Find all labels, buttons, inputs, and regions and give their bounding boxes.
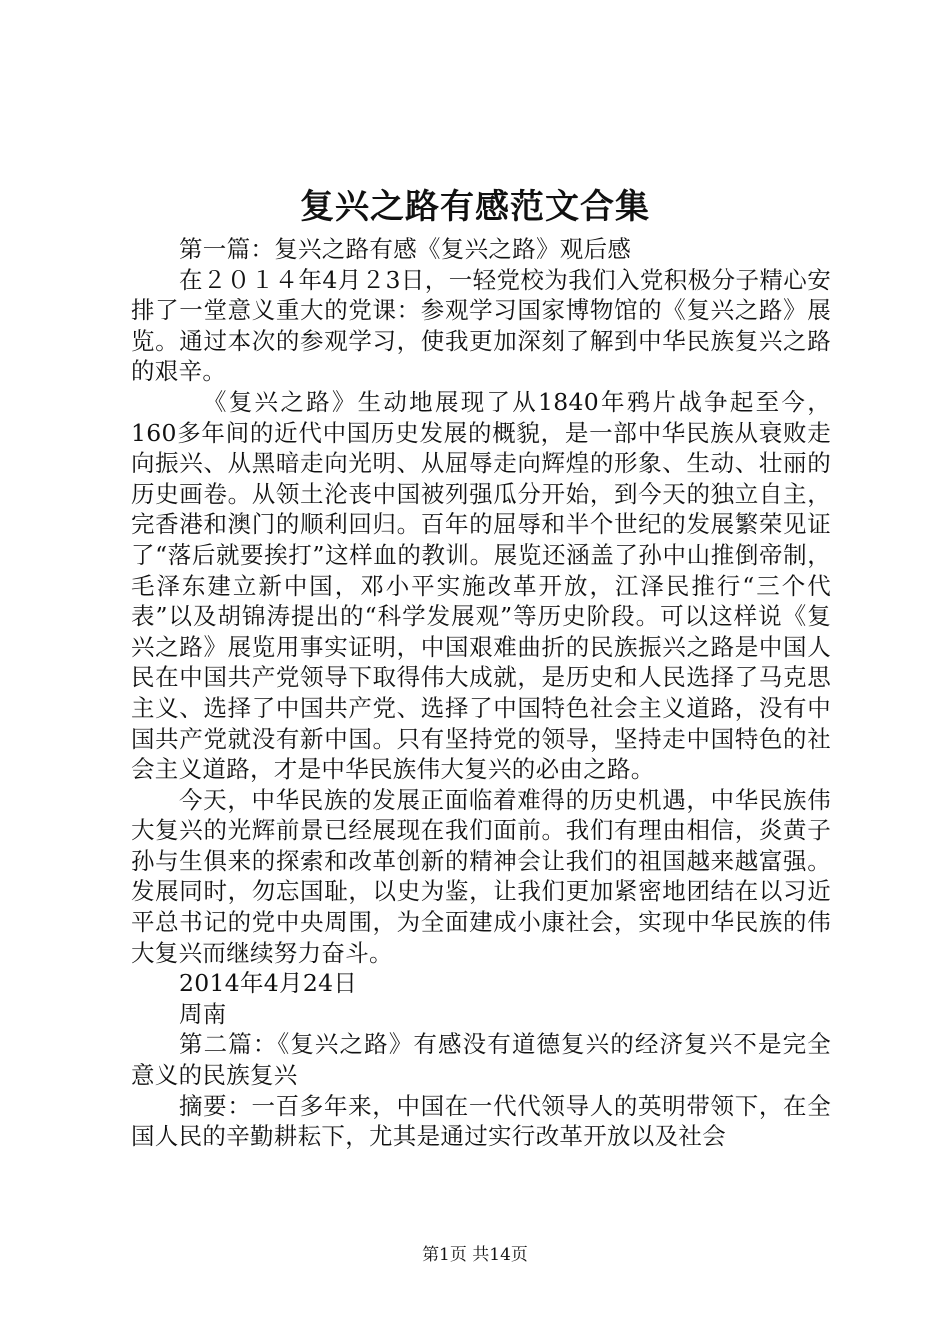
paragraph-intro: 在２０１４年4月２3日，一轻党校为我们入党积极分子精心安排了一堂意义重大的党课：参观学习国家博物馆的《复兴之路》展览。通过本次的参观学习，使我更加深刻了解到中华民族复兴之路的艰辛。 [131,265,831,386]
section-heading-2: 第二篇：《复兴之路》有感没有道德复兴的经济复兴不是完全意义的民族复兴 [131,1030,831,1090]
document-body [131,234,831,1152]
page-number: 第1页 共14页 [422,1245,528,1265]
document-title: 复兴之路有感范文合集 [300,187,650,227]
date-line: 2014年4月24日 [179,969,358,998]
paragraph-abstract: 摘要：一百多年来，中国在一代代领导人的英明带领下，在全国人民的辛勤耕耘下，尤其是通过实行改革开放以及社会 [131,1091,831,1151]
paragraph-history: 《复兴之路》生动地展现了从1840年鸦片战争起至今，160多年间的近代中国历史发展的概貌，是一部中华民族从衰败走向振兴、从黑暗走向光明、从屈辱走向辉煌的形象、生动、壮丽的历史画卷。从领土沦丧中国被列强瓜分开始，到今天的独立自主，完香港和澳门的顺利回归。百年的屈辱和半个世纪的发展繁荣见证了“落后就要挨打”这样血的教训。展览还涵盖了孙中山推倒帝制，毛泽东建立新中国，邓小平实施改革开放，江泽民推行“三个代表”以及胡锦涛提出的“科学发展观”等历史阶段。可以这样说《复兴之路》展览用事实证明，中国艰难曲折的民族振兴之路是中国人民在中国共产党领导下取得伟大成就，是历史和人民选择了马克思主义、选择了中国共产党、选择了中国特色社会主义道路，没有中国共产党就没有新中国。只有坚持党的领导，坚持走中国特色的社会主义道路，才是中华民族伟大复兴的必由之路。 [131,387,831,784]
paragraph-today: 今天，中华民族的发展正面临着难得的历史机遇，中华民族伟大复兴的光辉前景已经展现在我们面前。我们有理由相信，炎黄子孙与生俱来的探索和改革创新的精神会让我们的祖国越来越富强。发展同时，勿忘国耻，以史为鉴，让我们更加紧密地团结在以习近平总书记的党中央周围，为全面建成小康社会，实现中华民族的伟大复兴而继续努力奋斗。 [131,785,831,967]
section-heading-1: 第一篇：复兴之路有感《复兴之路》观后感 [179,235,632,263]
author-line: 周南 [179,999,227,1028]
